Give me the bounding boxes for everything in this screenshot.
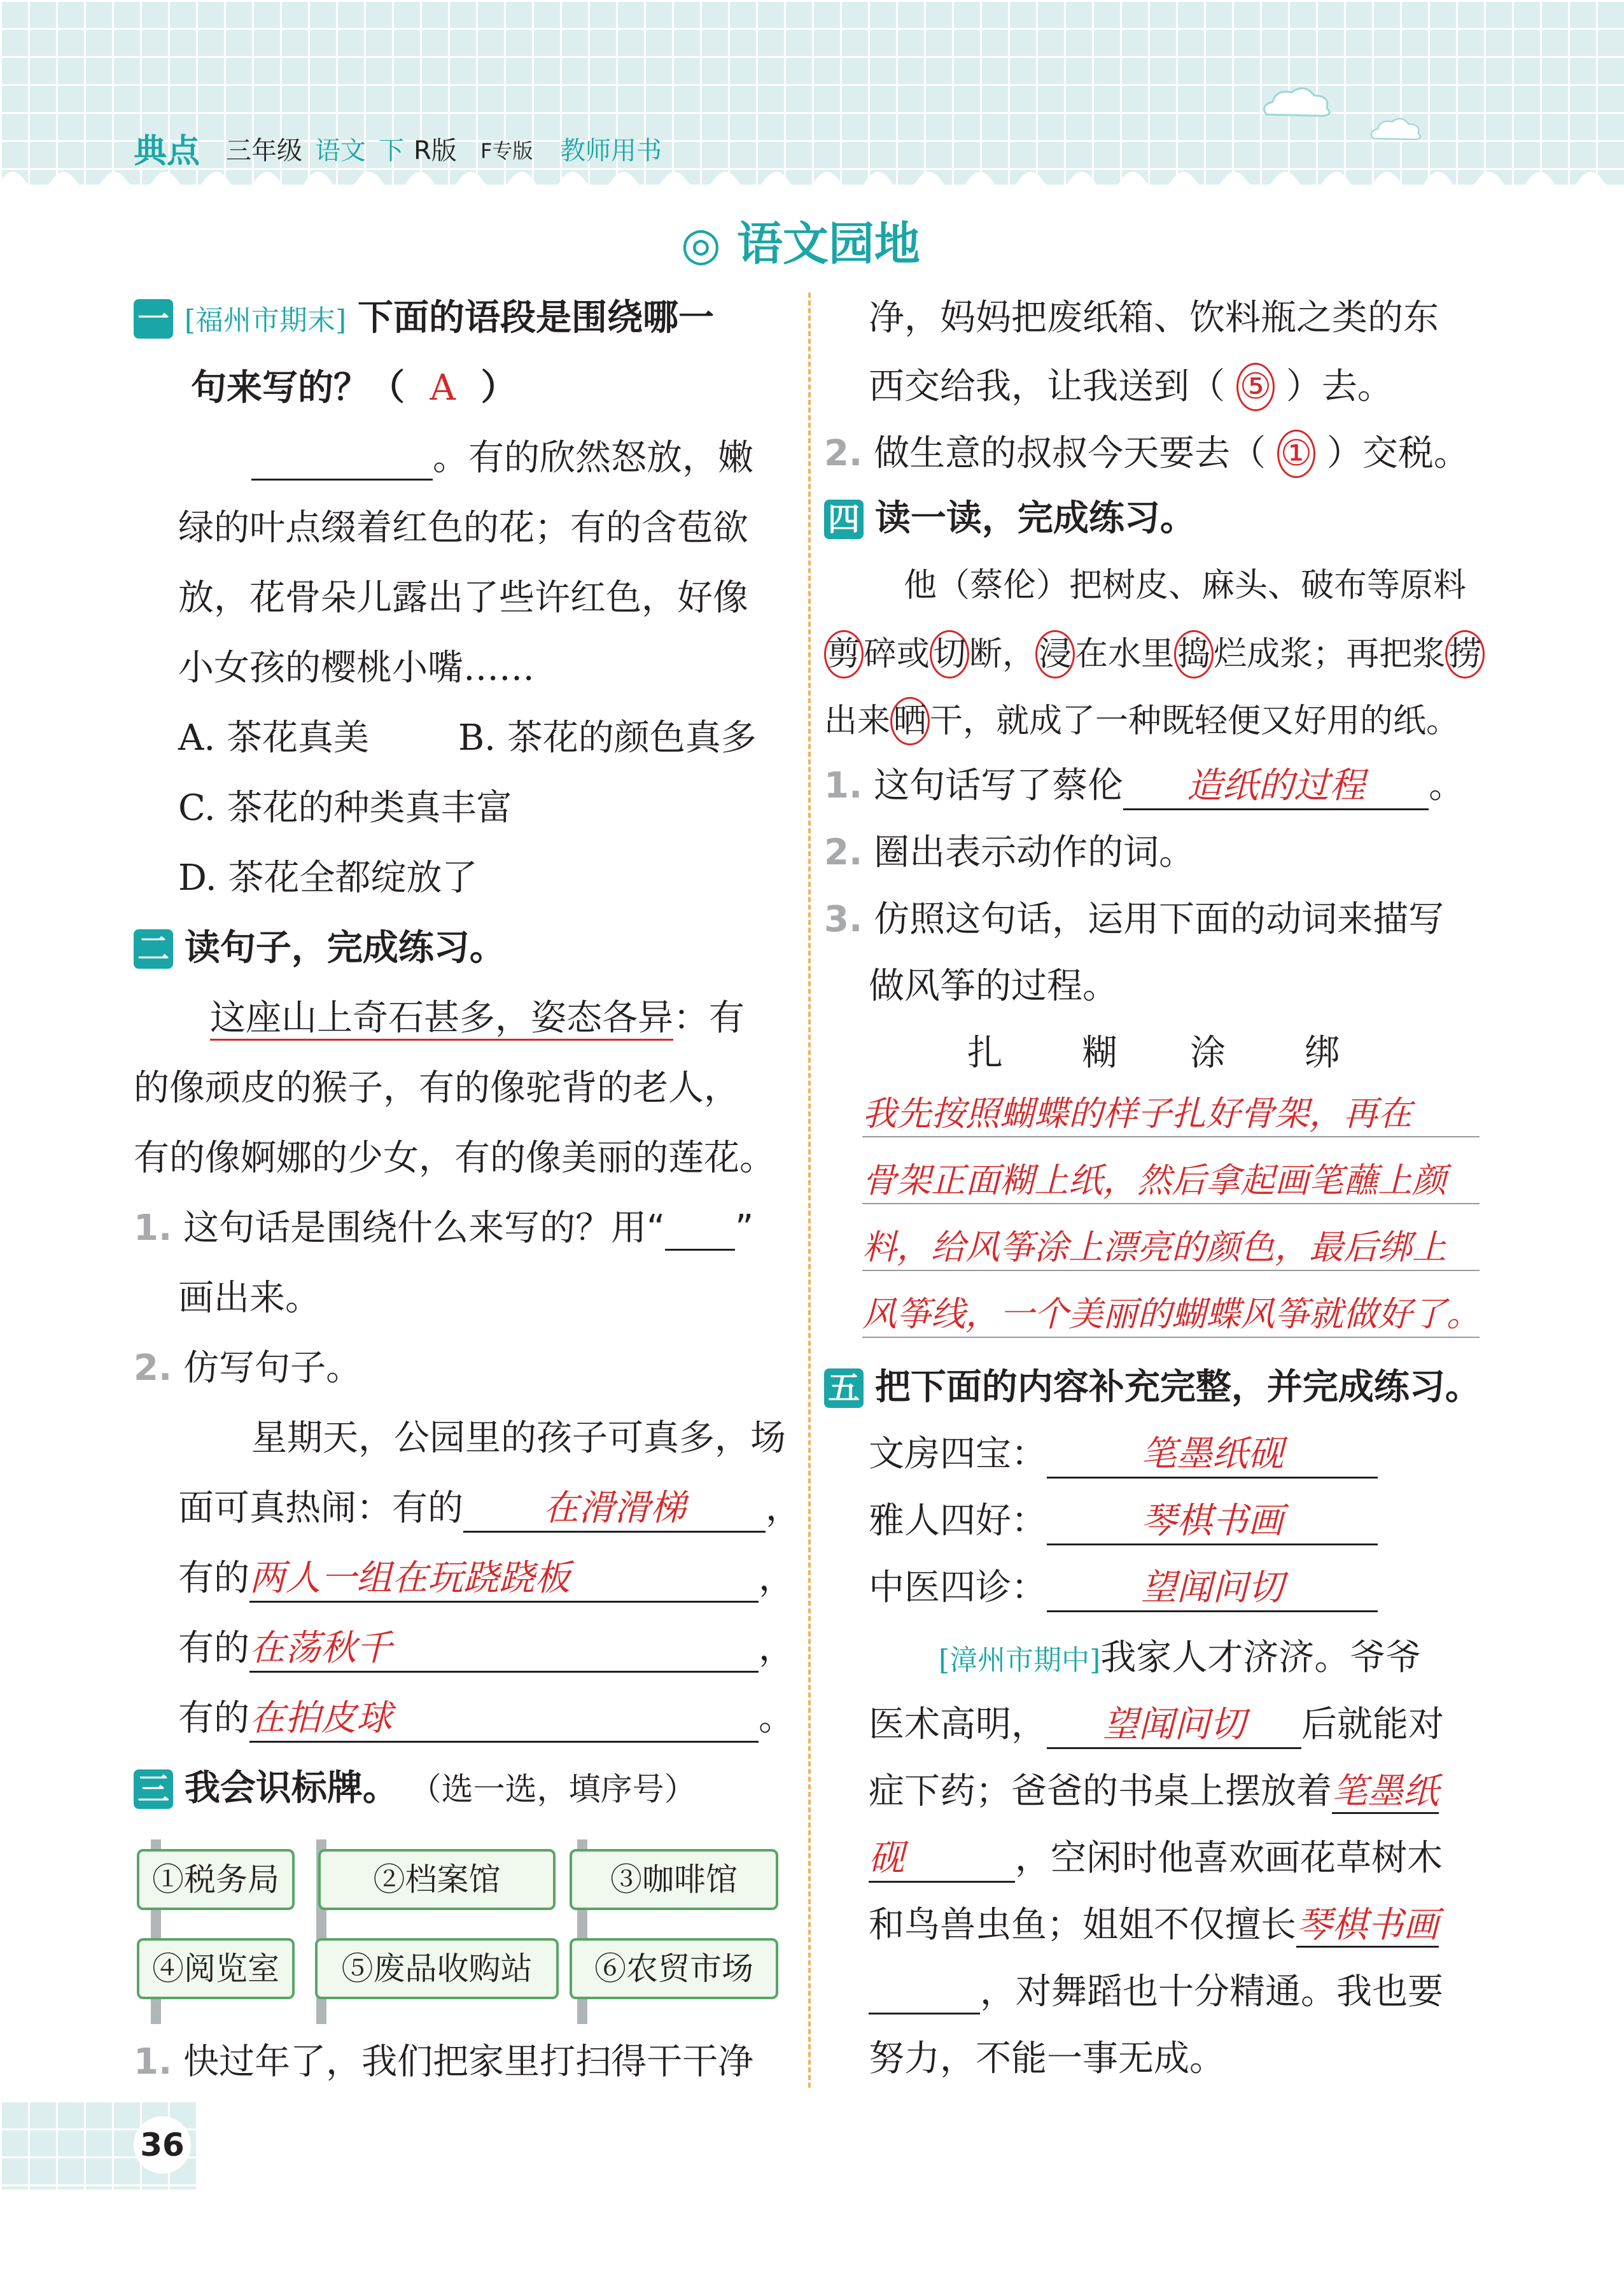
- passage-text: 医术高明，: [869, 1704, 1047, 1745]
- section-badge-5: 五: [824, 1368, 864, 1408]
- answer-text: 在拍皮球: [249, 1698, 392, 1739]
- passage-line: 放，花骨朵儿露出了些许红色，好像: [178, 577, 748, 619]
- answer-text: 在荡秋千: [249, 1628, 392, 1669]
- answer-text: 琴棋书画: [1141, 1500, 1284, 1542]
- passage-line: 努力，不能一事无成。: [869, 2038, 1225, 2079]
- question-text: 净，妈妈把废纸箱、饮料瓶之类的东: [869, 297, 1439, 339]
- verb-list-item: 绑: [1305, 1032, 1340, 1074]
- verb-list-item: 涂: [1190, 1032, 1226, 1074]
- passage-text: 烂成浆；再把浆: [1214, 635, 1446, 673]
- header-wave: [0, 162, 1624, 200]
- punctuation: ，: [759, 1628, 794, 1669]
- answer-text: A: [430, 367, 456, 409]
- header-book: 教师用书: [560, 136, 662, 165]
- answer-line: 骨架正面糊上纸，然后拿起画笔蘸上颜: [862, 1158, 1480, 1204]
- question-text: 这句话写了蔡伦: [874, 765, 1124, 806]
- page-title: ◎ 语文园地: [681, 217, 920, 271]
- question-text: 做生意的叔叔今天要去（: [874, 433, 1266, 474]
- answer-text: ①: [1277, 430, 1315, 478]
- question-text: 仿照这句话，运用下面的动词来描写: [874, 899, 1445, 940]
- question-text: ）去。: [1285, 366, 1393, 407]
- question-text: 句来写的？（: [191, 367, 405, 409]
- answer-text: 琴棋书画: [1296, 1904, 1439, 1946]
- question-text: 圈出表示动作的词。: [874, 832, 1195, 873]
- punctuation: ，: [766, 1487, 801, 1529]
- passage-text: ：有: [673, 997, 745, 1039]
- circled-verb: 浸: [1035, 630, 1075, 678]
- source-tag: [漳州市期中]: [939, 1644, 1101, 1677]
- passage-text: 有的: [178, 1557, 249, 1599]
- section-note: （选一选，填序号）: [409, 1771, 696, 1808]
- brand-logo: 典点: [134, 132, 200, 171]
- passage-text: 我家人才济济。爷爷: [1100, 1637, 1422, 1678]
- cloud-icon: [1260, 83, 1336, 121]
- passage-text: 断，: [969, 635, 1036, 673]
- passage-line: 他（蔡伦）把树皮、麻头、破布等原料: [904, 566, 1467, 605]
- passage-text: 干，就成了一种既轻便又好用的纸。: [930, 702, 1460, 740]
- section-title: 把下面的内容补充完整，并完成练习。: [874, 1367, 1481, 1408]
- sign-tax-office: ①税务局: [137, 1849, 295, 1910]
- question-text: 仿写句子。: [183, 1347, 362, 1389]
- punctuation: 。: [1429, 765, 1465, 806]
- passage-line: 绿的叶点缀着红色的花；有的含苞欲: [178, 507, 748, 549]
- passage-line: 有的像婀娜的少女，有的像美丽的莲花。: [134, 1137, 775, 1179]
- row-label: 文房四宝：: [869, 1433, 1047, 1475]
- answer-line: 我先按照蝴蝶的样子扎好骨架，再在: [862, 1092, 1480, 1137]
- sign-cafe: ③咖啡馆: [570, 1849, 778, 1910]
- section-title: 读一读，完成练习。: [874, 498, 1196, 539]
- question-text: 下面的语段是围绕哪一: [357, 297, 714, 339]
- answer-text: 砚: [869, 1838, 904, 1879]
- answer-text: 在滑滑梯: [543, 1487, 686, 1529]
- header-subject: 语文: [315, 136, 366, 165]
- question-text: 这句话是围绕什么来写的？用“: [183, 1207, 666, 1249]
- sign-reading-room: ④阅览室: [137, 1938, 295, 1999]
- option-a: A. 茶花真美: [178, 717, 370, 759]
- row-label: 中医四诊：: [869, 1567, 1047, 1608]
- option-d: D. 茶花全都绽放了: [178, 857, 478, 899]
- section-badge-1: 一: [134, 299, 173, 339]
- question-number: 3.: [824, 899, 863, 940]
- circled-verb: 捣: [1174, 630, 1214, 678]
- underlined-sentence: 这座山上奇石甚多，姿态各异: [210, 997, 673, 1041]
- punctuation: 。: [759, 1698, 794, 1739]
- question-text: 画出来。: [178, 1277, 321, 1319]
- answer-line: 风筝线，一个美丽的蝴蝶风筝就做好了。: [862, 1292, 1480, 1338]
- verb-list-item: 扎: [967, 1032, 1003, 1074]
- passage-text: 面可真热闹：有的: [178, 1487, 463, 1529]
- passage-line: 。有的欣然怒放，嫩: [433, 437, 753, 479]
- section-title: 我会识标牌。: [184, 1768, 398, 1809]
- question-text: 西交给我，让我送到（: [869, 366, 1225, 407]
- option-b: B. 茶花的颜色真多: [458, 717, 757, 759]
- passage-text: ，空闲时他喜欢画花草树木: [1015, 1838, 1443, 1879]
- answer-text: 笔墨纸砚: [1141, 1433, 1284, 1475]
- circled-verb: 剪: [824, 630, 864, 678]
- header-grade: 三年级: [226, 136, 302, 165]
- passage-text: 有的: [178, 1698, 249, 1739]
- passage-text: 碎或: [864, 635, 930, 673]
- circled-verb: 晒: [890, 697, 930, 745]
- passage-line: 的像顽皮的猴子，有的像驼背的老人，: [134, 1067, 739, 1109]
- header-version: R版: [414, 136, 457, 165]
- row-label: 雅人四好：: [869, 1500, 1047, 1542]
- source-tag: [福州市期末]: [184, 304, 347, 337]
- circled-verb: 切: [930, 630, 969, 678]
- verb-list-item: 糊: [1082, 1032, 1117, 1074]
- answer-text: 望闻问切: [1141, 1567, 1284, 1608]
- cloud-icon: [1368, 115, 1425, 143]
- bracket: ）: [480, 367, 517, 409]
- question-text: 做风筝的过程。: [869, 966, 1118, 1007]
- punctuation: ，: [759, 1557, 794, 1599]
- answer-text: ⑤: [1236, 363, 1275, 411]
- question-text: 快过年了，我们把家里打扫得干干净: [183, 2041, 754, 2083]
- passage-text: ，对舞蹈也十分精通。我也要: [980, 1971, 1443, 2013]
- quote-mark: ”: [735, 1207, 754, 1249]
- passage-text: 出来: [824, 702, 891, 740]
- question-number: 2.: [134, 1347, 172, 1389]
- column-divider: [808, 293, 811, 2088]
- question-number: 1.: [134, 1207, 172, 1249]
- sign-recycling-station: ⑤废品收购站: [315, 1938, 559, 1999]
- passage-text: 症下药；爸爸的书桌上摆放着: [869, 1771, 1332, 1812]
- passage-line: 小女孩的樱桃小嘴……: [178, 647, 535, 689]
- passage-text: 有的: [178, 1628, 249, 1669]
- section-badge-4: 四: [824, 500, 864, 539]
- answer-text: 两人一组在玩跷跷板: [249, 1557, 570, 1599]
- blank-line: [665, 1220, 735, 1251]
- header-edition: F专版: [480, 139, 533, 163]
- page-number: 36: [134, 2116, 191, 2174]
- passage-text: 和鸟兽虫鱼；姐姐不仅擅长: [869, 1904, 1296, 1946]
- sign-farmers-market: ⑥农贸市场: [570, 1938, 778, 1999]
- question-text: ）交税。: [1326, 433, 1469, 474]
- question-number: 2.: [824, 433, 863, 474]
- header-term: 下: [379, 136, 404, 165]
- question-number: 2.: [824, 832, 863, 873]
- passage-text: 后就能对: [1301, 1704, 1444, 1745]
- passage-line: 星期天，公园里的孩子可真多，场: [251, 1417, 786, 1459]
- answer-text: 造纸的过程: [1187, 765, 1366, 806]
- answer-text: 笔墨纸: [1332, 1771, 1439, 1812]
- option-c: C. 茶花的种类真丰富: [178, 787, 512, 829]
- section-title: 读句子，完成练习。: [184, 927, 505, 969]
- blank-line: [251, 447, 433, 481]
- section-badge-3: 三: [134, 1769, 173, 1809]
- passage-text: 在水里: [1075, 635, 1175, 673]
- question-number: 1.: [824, 765, 863, 806]
- answer-line: 料，给风筝涂上漂亮的颜色，最后绑上: [862, 1225, 1480, 1271]
- circled-verb: 捞: [1445, 630, 1485, 678]
- answer-text: 望闻问切: [1103, 1704, 1245, 1745]
- blank-line: [869, 1981, 980, 2014]
- question-number: 1.: [134, 2041, 172, 2083]
- section-badge-2: 二: [134, 929, 173, 969]
- sign-archives: ②档案馆: [318, 1849, 556, 1910]
